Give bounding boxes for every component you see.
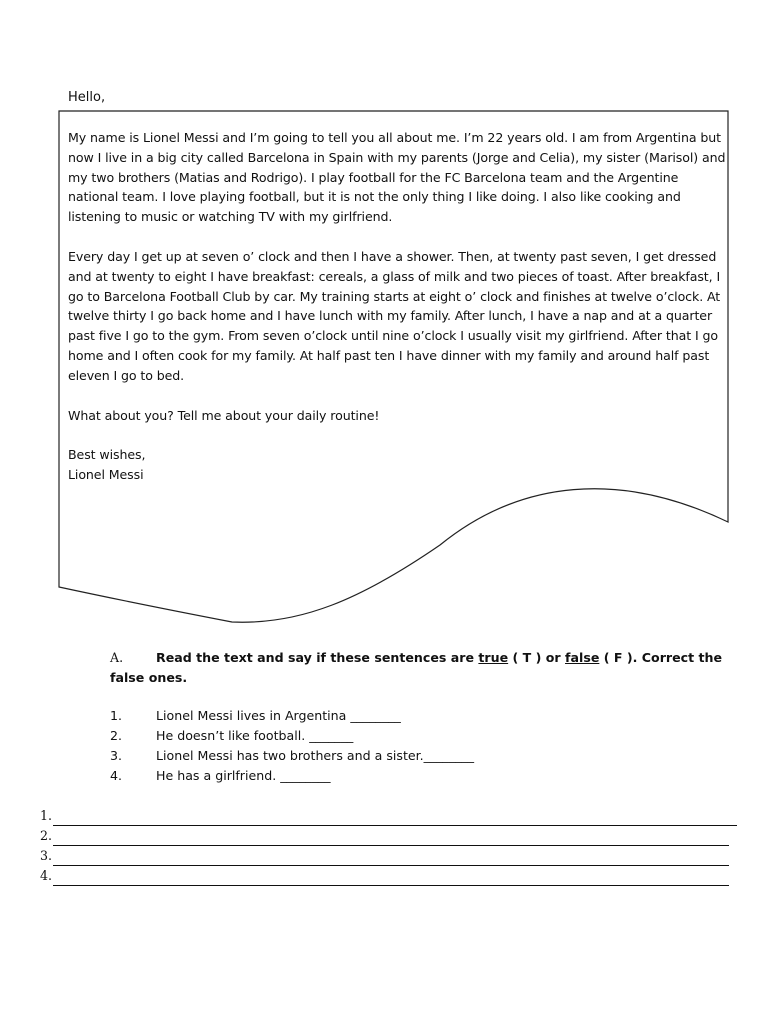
- answer-blank: [53, 851, 729, 866]
- answer-number: 2.: [40, 828, 53, 843]
- statement-item: [110, 726, 610, 746]
- statement-number: 2.: [110, 728, 123, 743]
- answer-line: [40, 826, 740, 846]
- letter-body: [68, 128, 728, 485]
- answer-number: 1.: [40, 808, 53, 823]
- answer-blank: [53, 811, 737, 826]
- answer-number: 3.: [40, 848, 53, 863]
- answer-blank: [53, 831, 729, 846]
- statement-item: [110, 746, 610, 766]
- answer-lines: [40, 806, 740, 886]
- signature: Lionel Messi: [68, 467, 144, 483]
- letter-paragraph-routine: Every day I get up at seven o’ clock and then I have a shower. Then, at twenty past seven, I get dressed and at twenty to eight I have breakfast: cereals, a glass of milk and two pieces of toast. After breakfast, I go to Barcelona Football Club by car. My training starts at eight o’ clock and finishes at twelve o’clock. At twelve thirty I go back home and I have lunch with my family. After lunch, I have a nap and at a quarter past five I go to the gym. From seven o’clock until nine o’clock I usually visit my girlfriend. After that I go home and I often cook for my family. At half past ten I have dinner with my family and around half past eleven I go to bed.: [68, 248, 721, 383]
- statement-item: [110, 766, 610, 786]
- task-instruction-part1: Read the text and say if these sentences are: [156, 650, 479, 665]
- answer-line: [40, 806, 740, 826]
- statement-number: 1.: [110, 708, 123, 723]
- statement-text: He has a girlfriend. ________: [156, 768, 331, 783]
- false-word: false: [565, 650, 600, 665]
- answer-line: [40, 846, 740, 866]
- task-letter: A.: [110, 650, 124, 665]
- statement-text: Lionel Messi has two brothers and a sister.________: [156, 748, 475, 763]
- statement-item: [110, 706, 610, 726]
- letter-paragraph-intro: My name is Lionel Messi and I’m going to tell you all about me. I’m 22 years old. I am from Argentina but now I live in a big city called Barcelona in Spain with my parents (Jorge and Celia), my sister (Marisol) and my two brothers (Matias and Rodrigo). I play football for the FC Barcelona team and the Argentine national team. I love playing football, but it is not the only thing I like doing. I also like cooking and listening to music or watching TV with my girlfriend.: [68, 130, 726, 225]
- statement-number: 4.: [110, 768, 123, 783]
- true-word: true: [478, 650, 509, 665]
- answer-number: 4.: [40, 868, 53, 883]
- task-instruction-part3: ( F ). Correct the false ones.: [110, 650, 723, 685]
- letter-paragraph-question: What about you? Tell me about your daily routine!: [68, 407, 380, 423]
- closing-phrase: Best wishes,: [68, 447, 146, 463]
- task-heading: [110, 648, 730, 688]
- greeting: Hello,: [68, 90, 106, 105]
- answer-line: [40, 866, 740, 886]
- task-instruction-part2: ( T ) or: [508, 650, 566, 665]
- statement-text: He doesn’t like football. _______: [156, 728, 354, 743]
- statement-number: 3.: [110, 748, 123, 763]
- letter-closing: [68, 445, 728, 485]
- statement-text: Lionel Messi lives in Argentina ________: [156, 708, 401, 723]
- statement-list: [110, 706, 610, 786]
- answer-blank: [53, 871, 729, 886]
